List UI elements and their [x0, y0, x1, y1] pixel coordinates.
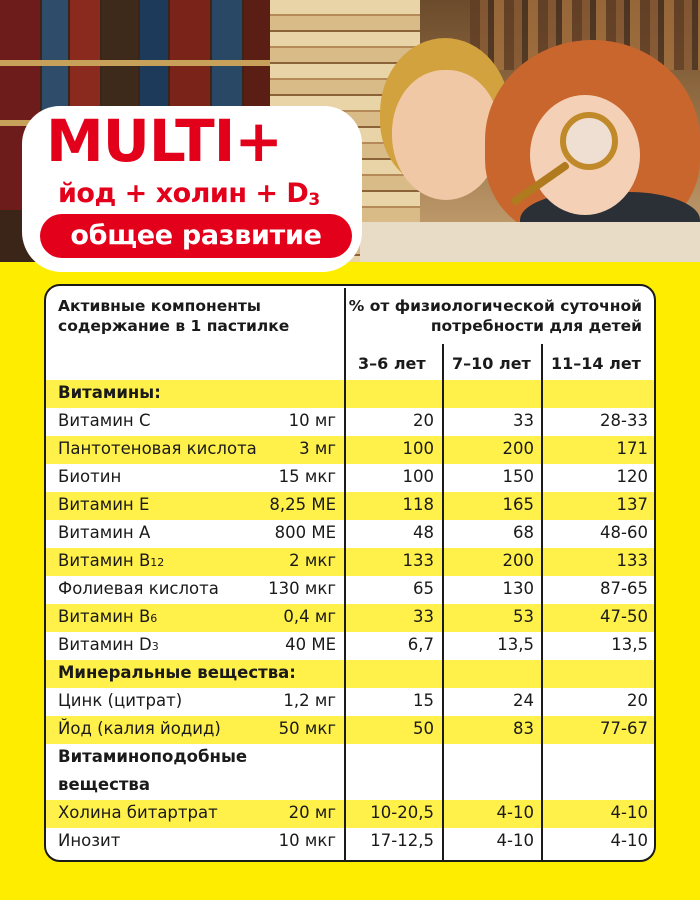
component-name [58, 803, 218, 822]
table-row [46, 436, 656, 464]
value-3-6: 133 [402, 551, 434, 570]
section-row [46, 772, 656, 800]
column-divider [344, 288, 346, 860]
table-row [46, 548, 656, 576]
value-11-14: 48-60 [600, 523, 648, 542]
age-header-7-10: 7–10 лет [452, 354, 531, 373]
value-11-14: 4-10 [610, 831, 648, 850]
composition-table [44, 284, 656, 862]
table-row [46, 520, 656, 548]
section-title: Витамины: [58, 383, 161, 402]
header-left-line-2: содержание в 1 пастилке [58, 317, 290, 335]
table-row [46, 492, 656, 520]
header-left-line-1: Активные компоненты [58, 297, 261, 315]
component-dose: 8,25 МЕ [269, 495, 336, 514]
component-dose: 2 мкг [289, 551, 336, 570]
value-11-14: 28-33 [600, 411, 648, 430]
component-name-text: Витамин Е [58, 495, 150, 514]
table-row [46, 576, 656, 604]
age-header-3-6: 3–6 лет [358, 354, 426, 373]
section-row [46, 380, 656, 408]
value-7-10: 53 [513, 607, 534, 626]
brand-tagline [58, 178, 320, 210]
component-dose: 0,4 мг [283, 607, 336, 626]
table-row [46, 632, 656, 660]
table-row [46, 716, 656, 744]
component-dose: 20 мг [288, 803, 336, 822]
boy-face [392, 70, 500, 200]
value-11-14: 87-65 [600, 579, 648, 598]
value-3-6: 118 [402, 495, 434, 514]
value-11-14: 137 [616, 495, 648, 514]
value-7-10: 33 [513, 411, 534, 430]
value-7-10: 4-10 [496, 831, 534, 850]
component-dose: 800 МЕ [274, 523, 336, 542]
component-name-text: Цинк (цитрат) [58, 691, 183, 710]
tagline-main: йод + холин + D [58, 178, 309, 209]
component-subscript: 6 [150, 612, 158, 625]
component-name [58, 523, 150, 542]
section-title: Минеральные вещества: [58, 663, 296, 682]
value-7-10: 83 [513, 719, 534, 738]
component-name-text: Фолиевая кислота [58, 579, 219, 598]
component-name [58, 719, 221, 738]
component-name [58, 691, 182, 710]
table-row [46, 408, 656, 436]
table-row [46, 688, 656, 716]
table-top [360, 222, 700, 262]
table-row [46, 604, 656, 632]
value-11-14: 133 [616, 551, 648, 570]
component-name-text: Биотин [58, 467, 122, 486]
component-dose: 3 мг [299, 439, 336, 458]
value-7-10: 13,5 [497, 635, 534, 654]
value-7-10: 24 [513, 691, 534, 710]
value-7-10: 200 [502, 551, 534, 570]
table-row [46, 828, 656, 856]
component-name-text: Пантотеновая кислота [58, 439, 257, 458]
value-11-14: 47-50 [600, 607, 648, 626]
value-3-6: 6,7 [407, 635, 434, 654]
table-row [46, 464, 656, 492]
component-name-text: Инозит [58, 831, 121, 850]
value-3-6: 100 [402, 467, 434, 486]
component-dose: 130 мкг [268, 579, 336, 598]
component-name-text: Йод (калия йодид) [58, 719, 221, 738]
component-name [58, 831, 120, 850]
value-3-6: 15 [413, 691, 434, 710]
component-name [58, 607, 157, 626]
column-divider [442, 344, 444, 860]
header-right-line-2: потребности для детей [430, 317, 642, 335]
header-left [58, 296, 289, 336]
value-7-10: 165 [502, 495, 534, 514]
component-name [58, 439, 257, 458]
header-right-line-1: % от физиологической суточной [348, 297, 642, 315]
value-11-14: 13,5 [611, 635, 648, 654]
section-title: Витаминоподобные [58, 747, 248, 766]
value-3-6: 33 [413, 607, 434, 626]
component-name [58, 495, 149, 514]
age-header-11-14: 11–14 лет [551, 354, 641, 373]
component-name [58, 635, 159, 654]
component-dose: 10 мг [288, 411, 336, 430]
component-name-text: Холина битартрат [58, 803, 218, 822]
value-3-6: 10-20,5 [370, 803, 434, 822]
brand-pill: общее развитие [40, 214, 352, 258]
book-shelf-edge [0, 60, 280, 66]
value-3-6: 20 [413, 411, 434, 430]
component-dose: 50 мкг [278, 719, 336, 738]
value-7-10: 130 [502, 579, 534, 598]
component-name [58, 579, 219, 598]
value-11-14: 77-67 [600, 719, 648, 738]
section-row [46, 660, 656, 688]
component-name [58, 467, 121, 486]
component-name-text: Витамин С [58, 411, 151, 430]
value-3-6: 100 [402, 439, 434, 458]
value-3-6: 48 [413, 523, 434, 542]
section-row [46, 744, 656, 772]
value-7-10: 68 [513, 523, 534, 542]
table-row [46, 800, 656, 828]
value-11-14: 4-10 [610, 803, 648, 822]
value-3-6: 17-12,5 [370, 831, 434, 850]
value-3-6: 50 [413, 719, 434, 738]
component-dose: 1,2 мг [283, 691, 336, 710]
value-11-14: 120 [616, 467, 648, 486]
component-subscript: 12 [150, 556, 165, 569]
brand-logo: MULTI+ [46, 107, 282, 175]
component-name-text: Витамин В [58, 607, 151, 626]
magnifying-glass-icon [560, 112, 618, 170]
component-name-text: Витамин D [58, 635, 152, 654]
value-7-10: 200 [502, 439, 534, 458]
component-dose: 10 мкг [278, 831, 336, 850]
component-dose: 40 МЕ [285, 635, 336, 654]
component-dose: 15 мкг [278, 467, 336, 486]
component-name [58, 551, 164, 570]
tagline-subscript: 3 [308, 190, 320, 210]
component-name-text: Витамин А [58, 523, 151, 542]
section-title: вещества [58, 775, 150, 794]
value-7-10: 4-10 [496, 803, 534, 822]
value-7-10: 150 [502, 467, 534, 486]
column-divider [541, 344, 543, 860]
value-11-14: 171 [616, 439, 648, 458]
header-right [342, 296, 642, 336]
component-subscript: 3 [151, 640, 159, 653]
component-name [58, 411, 151, 430]
component-name-text: Витамин В [58, 551, 151, 570]
value-11-14: 20 [627, 691, 648, 710]
value-3-6: 65 [413, 579, 434, 598]
